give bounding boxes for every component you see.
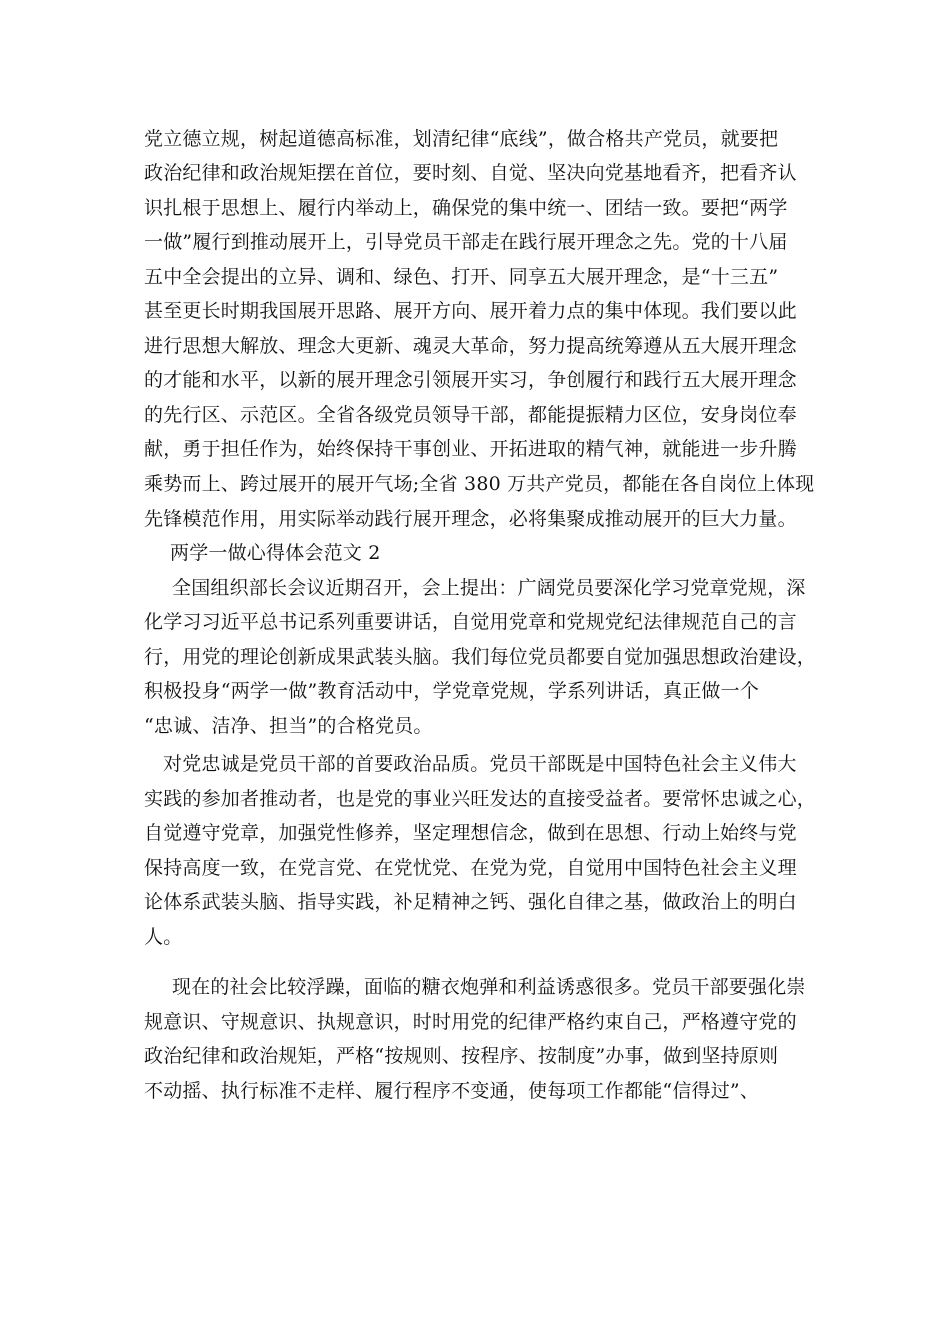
text-line: 党立德立规，树起道德高标准，划清纪律“底线”，做合格共产党员，就要把 <box>144 128 779 150</box>
text-line: “忠诚、洁净、担当”的合格党员。 <box>144 715 433 737</box>
text-line: 进行思想大解放、理念大更新、魂灵大革命，努力提高统筹遵从五大展开理念 <box>144 335 797 357</box>
text-line: 五中全会提出的立异、调和、绿色、打开、同享五大展开理念，是“十三五” <box>144 266 779 288</box>
text-line: 全国组织部长会议近期召开，会上提出：广阔党员要深化学习党章党规，深 <box>172 577 806 599</box>
text-line: 化学习习近平总书记系列重要讲话，自觉用党章和党规党纪法律规范自己的言 <box>144 611 797 633</box>
text-line: 政治纪律和政治规矩摆在首位，要时刻、自觉、坚决向党基地看齐，把看齐认 <box>144 162 797 184</box>
text-line: 现在的社会比较浮躁，面临的糖衣炮弹和利益诱惑很多。党员干部要强化崇 <box>172 976 806 998</box>
text-line: 乘势而上、跨过展开的展开气场;全省 380 万共产党员，都能在各自岗位上体现 <box>144 473 815 495</box>
text-line: 先锋模范作用，用实际举动践行展开理念，必将集聚成推动展开的巨大力量。 <box>144 508 797 530</box>
text-line: 人。 <box>144 926 183 948</box>
section-heading: 两学一做心得体会范文 2 <box>170 542 381 564</box>
text-line: 甚至更长时期我国展开思路、展开方向、展开着力点的集中体现。我们要以此 <box>144 300 797 322</box>
text-line: 保持高度一致，在党言党、在党忧党、在党为党，自觉用中国特色社会主义理 <box>144 857 797 879</box>
text-line: 献，勇于担任作为，始终保持干事创业、开拓进取的精气神，就能进一步升腾 <box>144 438 797 460</box>
text-line: 对党忠诚是党员干部的首要政治品质。党员干部既是中国特色社会主义伟大 <box>163 753 797 775</box>
text-line: 的先行区、示范区。全省各级党员领导干部，都能提振精力区位，安身岗位奉 <box>144 404 797 426</box>
text-line: 自觉遵守党章，加强党性修养，坚定理想信念，做到在思想、行动上始终与党 <box>144 822 797 844</box>
text-line: 论体系武装头脑、指导实践，补足精神之钙、强化自律之基，做政治上的明白 <box>144 891 797 913</box>
text-line: 行，用党的理论创新成果武装头脑。我们每位党员都要自觉加强思想政治建设， <box>144 646 817 668</box>
text-line: 政治纪律和政治规矩，严格“按规则、按程序、按制度”办事，做到坚持原则 <box>144 1045 779 1067</box>
text-line: 一做”履行到推动展开上，引导党员干部走在践行展开理念之先。党的十八届 <box>144 231 788 253</box>
text-line: 的才能和水平，以新的展开理念引领展开实习，争创履行和践行五大展开理念 <box>144 369 797 391</box>
text-line: 识扎根于思想上、履行内举动上，确保党的集中统一、团结一致。要把“两学 <box>144 197 788 219</box>
text-line: 积极投身“两学一做”教育活动中，学党章党规，学系列讲话，真正做一个 <box>144 680 760 702</box>
text-line: 不动摇、执行标准不走样、履行程序不变通，使每项工作都能“信得过”、 <box>144 1080 760 1102</box>
text-line: 规意识、守规意识、执规意识，时时用党的纪律严格约束自己，严格遵守党的 <box>144 1011 797 1033</box>
text-line: 实践的参加者推动者，也是党的事业兴旺发达的直接受益者。要常怀忠诚之心， <box>144 788 817 810</box>
